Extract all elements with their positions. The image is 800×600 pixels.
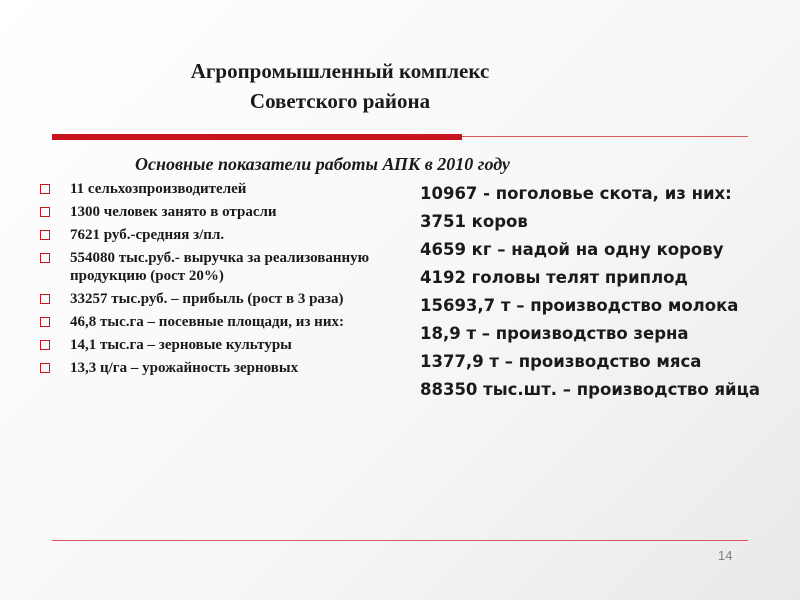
list-item-text: 13,3 ц/га – урожайность зерновых	[70, 360, 299, 376]
list-item	[38, 226, 383, 244]
slide-title	[140, 56, 540, 116]
top-divider	[52, 134, 748, 140]
list-item-text: 554080 тыс.руб.- выручка за реализованную продукцию (рост 20%)	[70, 250, 370, 284]
list-item: 15693,7 т – производство молока	[420, 296, 739, 315]
square-bullet-icon	[40, 230, 50, 240]
list-item	[38, 203, 383, 221]
top-divider-accent	[52, 134, 462, 140]
list-item: 3751 коров	[420, 212, 528, 231]
title-line-1: Агропромышленный комплекс	[190, 59, 490, 83]
list-item: 10967 - поголовье скота, из них:	[420, 184, 732, 203]
list-item	[38, 290, 383, 308]
list-item	[38, 313, 383, 331]
list-item: 18,9 т – производство зерна	[420, 324, 689, 343]
list-item-text: 46,8 тыс.га – посевные площади, из них:	[70, 314, 344, 330]
title-line-2: Советского района	[249, 89, 431, 113]
list-item: 1377,9 т – производство мяса	[420, 352, 702, 371]
list-item	[38, 359, 383, 377]
slide-subtitle: Основные показатели работы АПК в 2010 году	[135, 154, 510, 174]
square-bullet-icon	[40, 294, 50, 304]
right-indicator-list	[420, 182, 760, 406]
square-bullet-icon	[40, 340, 50, 350]
square-bullet-icon	[40, 317, 50, 327]
list-item-text: 33257 тыс.руб. – прибыль (рост в 3 раза)	[70, 291, 344, 307]
list-item-text: 1300 человек занято в отрасли	[70, 204, 277, 220]
left-indicator-list	[38, 180, 383, 382]
list-item: 4192 головы телят приплод	[420, 268, 688, 287]
list-item: 4659 кг – надой на одну корову	[420, 240, 724, 259]
list-item	[38, 249, 383, 285]
list-item: 88350 тыс.шт. – производство яйца	[420, 380, 760, 399]
square-bullet-icon	[40, 207, 50, 217]
square-bullet-icon	[40, 363, 50, 373]
square-bullet-icon	[40, 253, 50, 263]
list-item-text: 14,1 тыс.га – зерновые культуры	[70, 337, 292, 353]
list-item-text: 7621 руб.-средняя з/пл.	[70, 227, 225, 243]
list-item-text: 11 сельхозпроизводителей	[70, 181, 247, 197]
page-number: 14	[718, 548, 733, 563]
bottom-divider	[52, 540, 748, 541]
list-item	[38, 336, 383, 354]
square-bullet-icon	[40, 184, 50, 194]
list-item	[38, 180, 383, 198]
